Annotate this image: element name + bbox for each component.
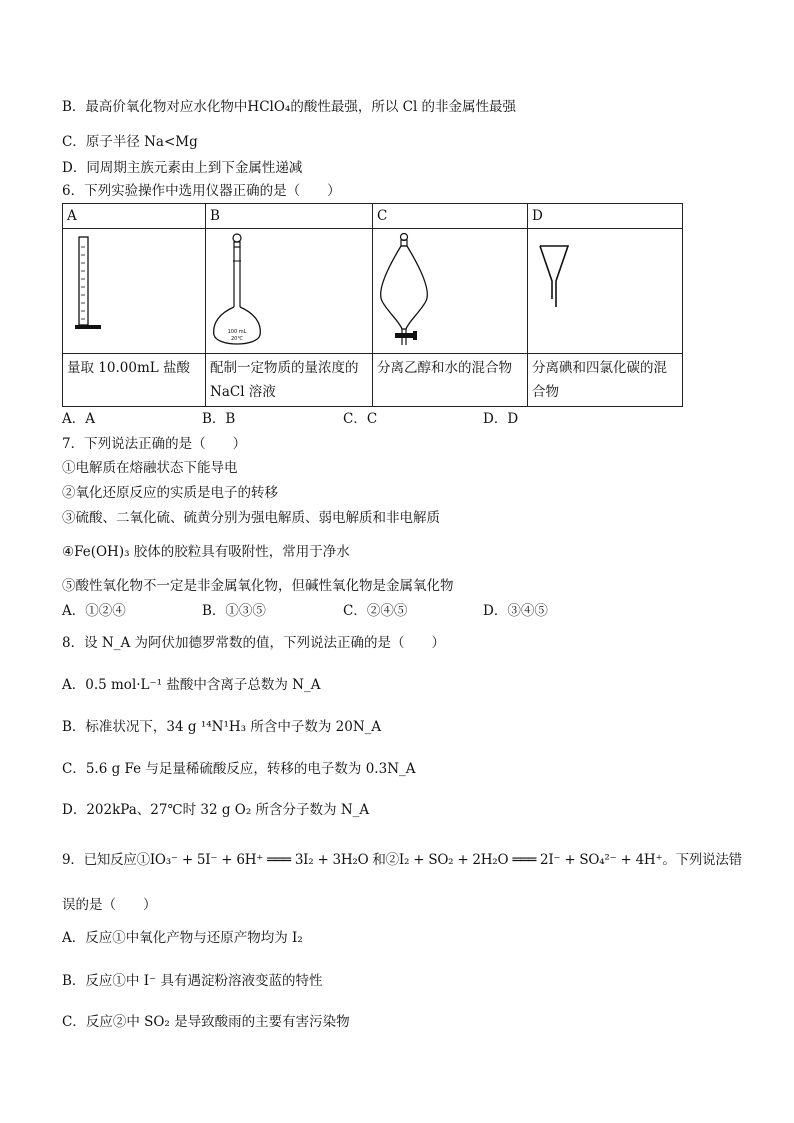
q6-image-cell-d xyxy=(528,229,683,354)
flask-volume-label: 100 mL xyxy=(227,329,247,335)
q6-desc-b: 配制一定物质的量浓度的 NaCl 溶液 xyxy=(206,354,373,407)
q6-option-c: C．C xyxy=(343,411,378,427)
q6-desc-a: 量取 10.00mL 盐酸 xyxy=(63,354,206,407)
q8-option-c: C．5.6 g Fe 与足量稀硫酸反应，转移的电子数为 0.3N_A xyxy=(62,761,416,777)
q9-option-b: B．反应①中 I⁻ 具有遇淀粉溶液变蓝的特性 xyxy=(62,973,323,989)
q6-header-a: A xyxy=(63,204,206,229)
q6-image-cell-c xyxy=(373,229,528,354)
separatory-funnel-icon xyxy=(373,229,528,353)
q9-option-c: C．反应②中 SO₂ 是导致酸雨的主要有害污染物 xyxy=(62,1014,350,1030)
q9-stem-line-2: 误的是（ ） xyxy=(62,897,157,913)
q5-option-b: B．最高价氧化物对应水化物中HClO₄的酸性最强，所以 Cl 的非金属性最强 xyxy=(62,99,517,115)
q7-option-a: A．①②④ xyxy=(62,603,126,619)
q6-header-c: C xyxy=(373,204,528,229)
flask-temperature-label: 20℃ xyxy=(231,336,243,342)
q6-image-cell-a xyxy=(63,229,206,354)
q9-stem-line-1: 9．已知反应①IO₃⁻ + 5I⁻ + 6H⁺ ═══ 3I₂ + 3H₂O 和②I₂ + SO₂ + 2H₂O ═══ 2I⁻ + SO₄²⁻ + 4H⁺。下列说法错 xyxy=(62,852,742,868)
q7-stem: 7．下列说法正确的是（ ） xyxy=(62,436,247,452)
graduated-cylinder-icon xyxy=(63,229,206,353)
q6-option-d: D．D xyxy=(483,411,519,427)
q7-statement-2: ②氧化还原反应的实质是电子的转移 xyxy=(62,485,278,501)
q6-stem: 6．下列实验操作中选用仪器正确的是（ ） xyxy=(62,183,341,199)
q7-options xyxy=(62,602,682,620)
q7-statement-1: ①电解质在熔融状态下能导电 xyxy=(62,460,238,476)
q6-desc-d: 分离碘和四氯化碳的混合物 xyxy=(528,354,683,407)
q7-option-b: B．①③⑤ xyxy=(202,603,266,619)
q7-statement-3: ③硫酸、二氧化硫、硫黄分别为强电解质、弱电解质和非电解质 xyxy=(62,510,440,526)
q6-options xyxy=(62,410,682,428)
q5-option-d: D．同周期主族元素由上到下金属性递减 xyxy=(62,160,303,176)
funnel-icon xyxy=(528,229,683,353)
q8-option-b: B．标准状况下，34 g ¹⁴N¹H₃ 所含中子数为 20N_A xyxy=(62,719,382,735)
q7-option-d: D．③④⑤ xyxy=(483,603,548,619)
q7-statement-4: ④Fe(OH)₃ 胶体的胶粒具有吸附性，常用于净水 xyxy=(62,544,350,560)
q6-header-b: B xyxy=(206,204,373,229)
q5-option-c: C．原子半径 Na<Mg xyxy=(62,134,198,150)
q6-desc-c: 分离乙醇和水的混合物 xyxy=(373,354,528,407)
q6-instrument-table xyxy=(62,203,683,407)
q7-option-c: C．②④⑤ xyxy=(343,603,408,619)
q7-statement-5: ⑤酸性氧化物不一定是非金属氧化物，但碱性氧化物是金属氧化物 xyxy=(62,578,454,594)
q6-image-cell-b xyxy=(206,229,373,354)
q6-option-b: B．B xyxy=(202,411,236,427)
q8-stem: 8．设 N_A 为阿伏加德罗常数的值，下列说法正确的是（ ） xyxy=(62,635,445,651)
q6-option-a: A．A xyxy=(62,411,95,427)
q9-option-a: A．反应①中氧化产物与还原产物均为 I₂ xyxy=(62,930,303,946)
q8-option-d: D．202kPa、27℃时 32 g O₂ 所含分子数为 N_A xyxy=(62,802,370,818)
q6-header-d: D xyxy=(528,204,683,229)
volumetric-flask-icon xyxy=(206,229,373,353)
q8-option-a: A．0.5 mol·L⁻¹ 盐酸中含离子总数为 N_A xyxy=(62,677,321,693)
